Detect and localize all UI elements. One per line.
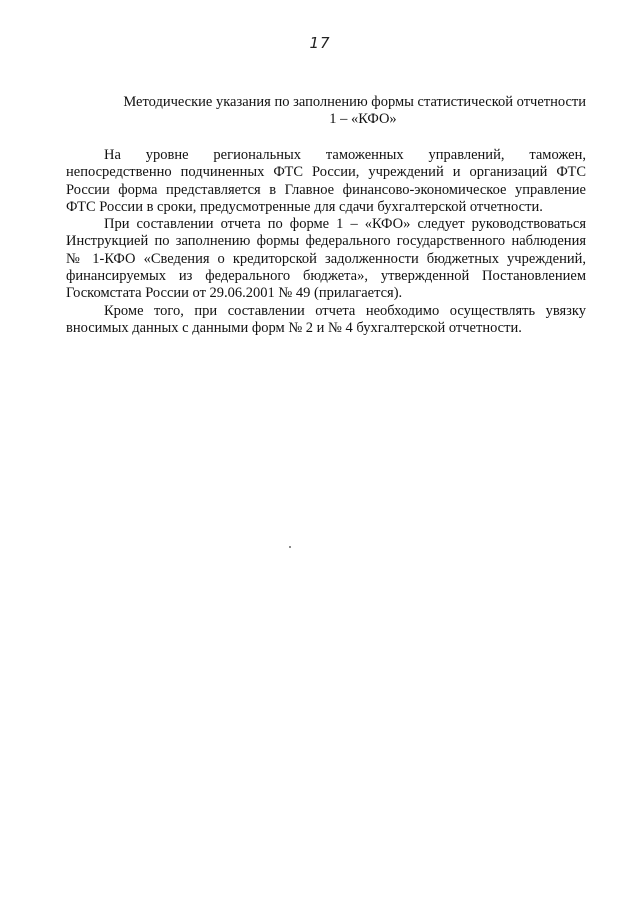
page-number: 17: [309, 34, 331, 52]
document-title-line-2: 1 – «КФО»: [329, 111, 397, 127]
scan-speck: [289, 546, 291, 548]
paragraph-delivery: На уровне региональных таможенных управлений, таможен, непосредственно подчиненных ФТС России, учреждений и организаций ФТС России форма представляется в Главное финансово-экономическое управление ФТС России в сроки, предусмотренные для сдачи бухгалтерской отчетности.: [66, 147, 586, 215]
paragraph-instructions: При составлении отчета по форме 1 – «КФО» следует руководствоваться Инструкцией по заполнению формы федерального государственного наблюдения № 1-КФО «Сведения о кредиторской задолженности бюджетных учреждений, финансируемых из федерального бюджета», утвержденной Постановлением Госкомстата России от 29.06.2001 № 49 (прилагается).: [66, 216, 586, 302]
paragraph-reconciliation: Кроме того, при составлении отчета необходимо осуществлять увязку вносимых данных с данными форм № 2 и № 4 бухгалтерской отчетности.: [66, 302, 586, 336]
document-title: [66, 94, 586, 128]
document-body: [66, 147, 586, 337]
document-title-line-1: Методические указания по заполнению формы статистической отчетности: [123, 94, 586, 110]
